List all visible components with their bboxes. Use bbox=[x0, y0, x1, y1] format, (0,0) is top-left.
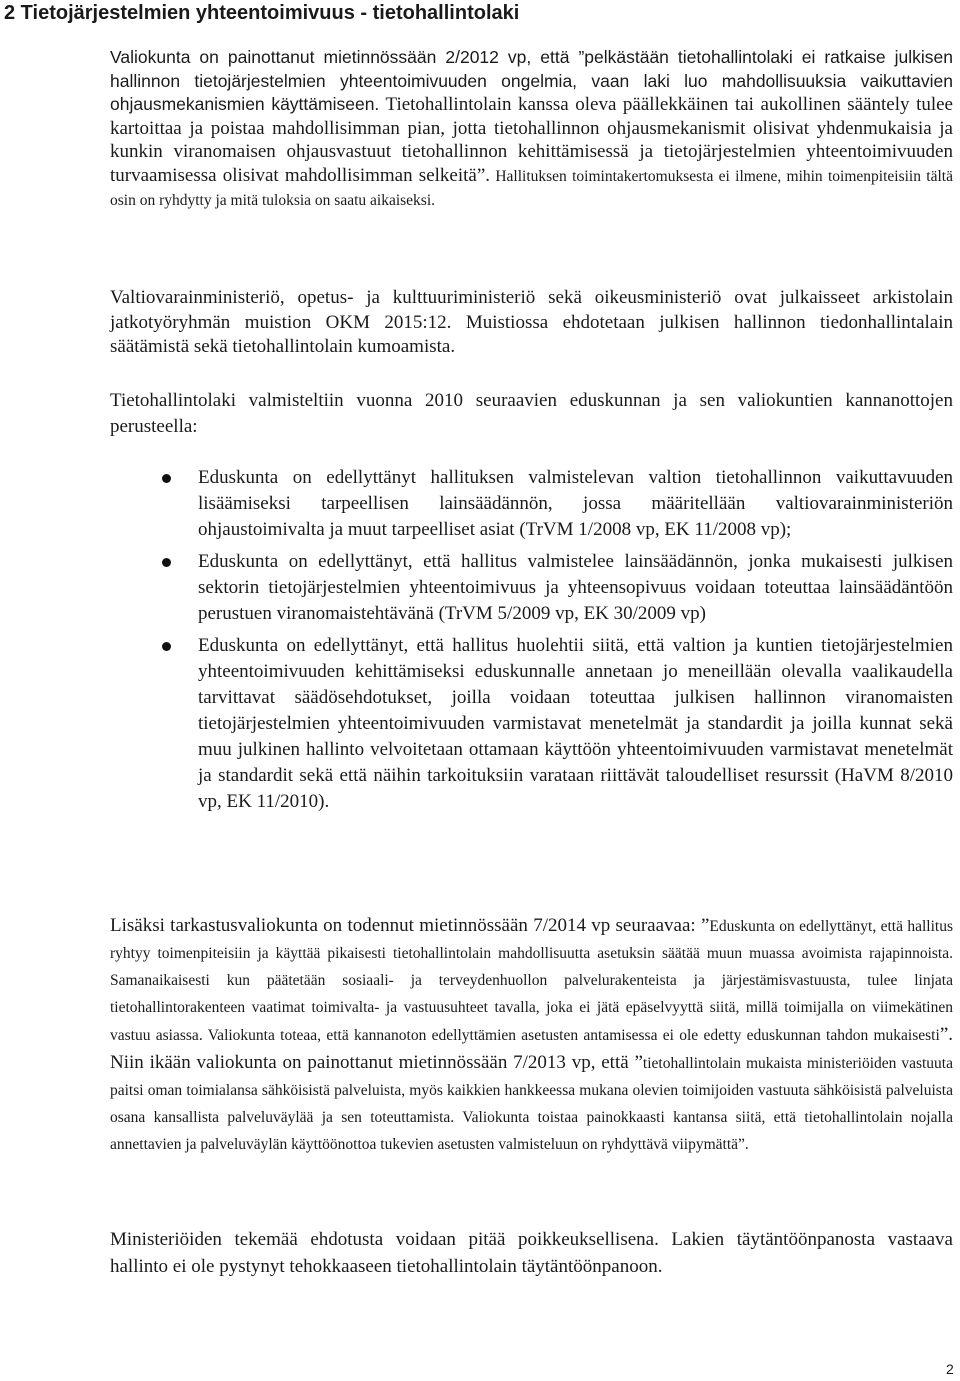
quote-text: Valiokunta on painottanut mietinnössään 2/2012 vp, että ”pelkästään tietohallintolaki ei ratkaise julkisen hallinnon tietojärjestelmien yhteentoimivuuden ongelmia, vaan laki luo mahdollisuuksia vaikuttavien ohjausmekanismien käyttämiseen. bbox=[110, 47, 953, 114]
section-heading: 2 Tietojärjestelmien yhteentoimivuus - tietohallintolaki bbox=[4, 2, 520, 24]
paragraph-3: Tietohallintolaki valmisteltiin vuonna 2010 seuraavien eduskunnan ja sen valiokuntien kannanottojen perusteella: bbox=[110, 390, 953, 437]
paragraph-1-text: Tietohallintolain kanssa oleva päällekkäinen tai aukollinen sääntely tulee kartoittaa ja poistaa mahdollisimman pian, jotta tietohallinnon ohjausmekanismit olisivat yhdenmukaisia ja kunkin viranomaisen ohjausvastuut tietohallinnon kehittämisessä ja tietojärjestelmien yhteentoimivuuden turvaamisessa olisivat mahdollisimman selkeitä”. bbox=[110, 94, 953, 186]
paragraph-4-quote-1: Eduskunta on edellyttänyt, että hallitus ryhtyy toimenpiteisiin ja käyttää pikaisesti tietohallintolain mahdollisuutta asetuksin säätää muun muassa avoimista rajapinnoista. Samanaikaisesti kun päätetään sosiaali- ja terveydenhuollon palvelurakenteista ja järjestämisvastuusta, tulee linjata tietohallintorakenteen vaatimat toimivalta- ja vastuusuhteet tavalla, joka ei jätä epäselvyyttä siitä, millä toimijalla on viimekätinen vastuu asiassa. Valiokunta toteaa, että kannanoton edellyttämien asetusten antamisessa ei ole edetty eduskunnan tahdon mukaisesti bbox=[110, 918, 953, 1044]
paragraph-5: Ministeriöiden tekemää ehdotusta voidaan pitää poikkeuksellisena. Lakien täytäntöönpanosta vastaava hallinto ei ole pystynyt tehokkaaseen tietohallintolain täytäntöönpanoon. bbox=[110, 1229, 953, 1277]
list-item-text: Eduskunta on edellyttänyt, että hallitus valmistelee lainsäädännön, jonka mukaisesti julkisen sektorin tietojärjestelmien yhteentoimivuus ja yhteensopivuus voidaan toteuttaa lainsäädäntöön perustuen viranomaistehtävänä (TrVM 5/2009 vp, EK 30/2009 vp) bbox=[198, 551, 953, 624]
list-item bbox=[110, 633, 953, 815]
paragraph-1 bbox=[110, 46, 953, 213]
paragraph-4-middle: ”. Niin ikään valiokunta on painottanut mietinnössään 7/2013 vp, että ” bbox=[110, 1024, 953, 1073]
list-item bbox=[110, 465, 953, 543]
list-item bbox=[110, 549, 953, 627]
paragraph-2: Valtiovarainministeriö, opetus- ja kulttuuriministeriö sekä oikeusministeriö ovat julkaisseet arkistolain jatkotyöryhmän muistion OKM 2015:12. Muistiossa ehdotetaan julkisen hallinnon tiedonhallintalain säätämistä sekä tietohallintolain kumoamista. bbox=[110, 287, 953, 357]
bullet-icon bbox=[162, 642, 171, 651]
paragraph-1-note: Hallituksen toimintakertomuksesta ei ilmene, mihin toimenpiteisiin tältä osin on ryhdytty ja mitä tuloksia on saatu aikaiseksi. bbox=[110, 167, 953, 209]
paragraph-4 bbox=[110, 912, 953, 1158]
paragraph-4-intro: Lisäksi tarkastusvaliokunta on todennut mietinnössään 7/2014 vp seuraavaa: ” bbox=[110, 915, 710, 936]
list-item-text: Eduskunta on edellyttänyt hallituksen valmistelevan valtion tietohallinnon vaikuttavuuden lisäämiseksi tarpeellisen lainsäädännön, jossa määritellään valtiovarainministeriön ohjaustoimivalta ja muut tarpeelliset asiat (TrVM 1/2008 vp, EK 11/2008 vp); bbox=[198, 467, 953, 540]
bullet-icon bbox=[162, 474, 171, 483]
page-number: 2 bbox=[946, 1361, 954, 1377]
bullet-icon bbox=[162, 558, 171, 567]
list-item-text: Eduskunta on edellyttänyt, että hallitus huolehtii siitä, että valtion ja kuntien tietojärjestelmien yhteentoimivuuden kehittämiseksi eduskunnalle annetaan jo meneillään olevalla vaalikaudella tarvittavat säädösehdotukset, joilla voidaan toteuttaa julkisen hallinnon viranomaisten tietojärjestelmien yhteentoimivuuden varmistavat menetelmät ja standardit ja joilla kunnat sekä muu julkinen hallinto velvoitetaan ottamaan käyttöön yhteentoimivuuden varmistavat menetelmät ja standardit sekä että näihin tarkoituksiin varataan riittävät taloudelliset resurssit (HaVM 8/2010 vp, EK 11/2010). bbox=[198, 635, 953, 812]
paragraph-4-quote-2: tietohallintolain mukaista ministeriöiden vastuuta paitsi oman toimialansa sähköisistä palveluista, myös kaikkien hankkeessa mukana olevien toimijoiden vastuuta sähköisistä palveluista osana kansallista palveluväylää ja sen toteuttamista. Valiokunta toistaa painokkaasti kantansa siitä, että tietohallintolain nojalla annettavien ja palveluväylän käyttöönottoa tukevien asetusten valmisteluun on ryhdyttävä viipymättä”. bbox=[110, 1055, 953, 1153]
bullet-list bbox=[110, 465, 953, 821]
